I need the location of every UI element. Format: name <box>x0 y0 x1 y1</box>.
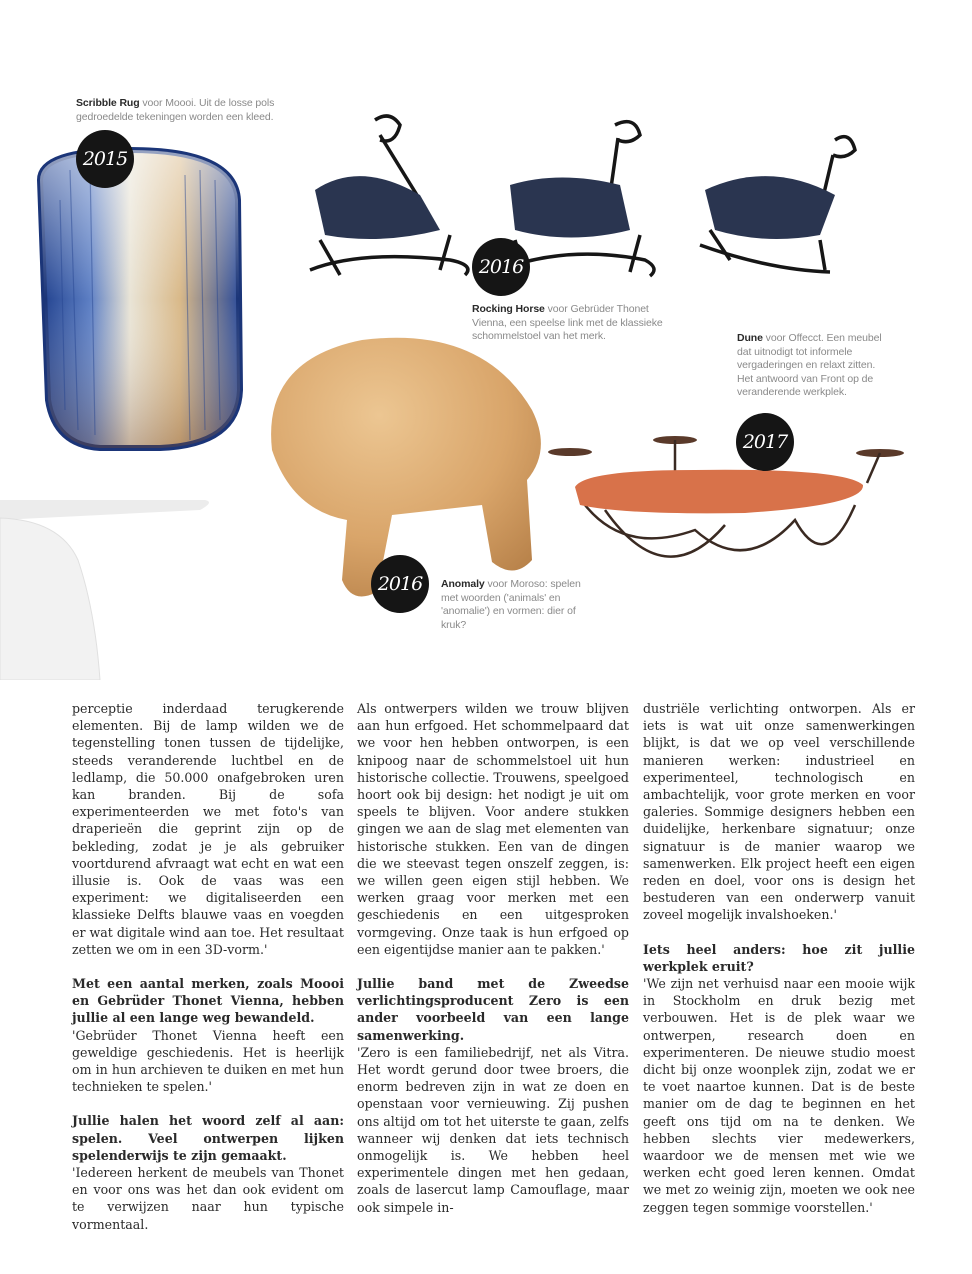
interview-question: Jullie band met de Zweedse verlichtingsproducent Zero is een ander voorbeeld van een lange samenwerking. <box>357 976 629 1043</box>
interview-answer: 'Iedereen herkent de meubels van Thonet en voor ons was het dan ook evident om te verwijzen naar hun typische vormentaal. <box>72 1165 344 1232</box>
year-badge-2015: 2015 <box>76 130 134 188</box>
interview-answer: 'Zero is een familiebedrijf, net als Vitra. Het wordt gerund door twee broers, die enorm bedreven zijn in wat ze doen en openstaan voor vernieuwing. Zij pushen ons altijd om tot het uiterste te gaan, zelfs wanneer wij denken dat iets technisch onmogelijk is. We hebben heel experimentele dingen met hen gedaan, zoals de lasercut lamp Camouflage, maar ook simpele in- <box>357 1044 629 1215</box>
paragraph: perceptie inderdaad terugkerende elementen. Bij de lamp wilden we de tegenstelling tonen tussen de tijdelijke, steeds veranderende luchtbel en de ledlamp, die 50.000 onafgebroken uren kan branden. Bij de sofa experimenteerden we met foto's van draperieën die geprint zijn op de bekleding, zodat je je als gebruiker voortdurend afvraagt wat echt en wat een illusie is. Ook de vaas was een experiment: we digitaliseerden een klassieke Delfts blauwe vaas en voegden er wat digitale wind aan toe. Het resultaat zetten we om in een 3D-vorm.' <box>72 701 344 957</box>
year-badge-2016-anomaly: 2016 <box>371 555 429 613</box>
caption-text: voor Gebrüder Thonet Vienna, een speelse link met de klassieke schommelstoel van het merk. <box>472 303 663 342</box>
rocking-horse-illustration <box>300 100 870 300</box>
paragraph: dustriële verlichting ontworpen. Als er iets is wat uit onze samenwerkingen blijkt, is dat we op veel verschillende manieren werken: industrieel en experimenteel, technologisch en ambachtelijk, voor grote merken en voor galeries. Sommige designers hebben een duidelijke, herkenbare signatuur; onze signatuur is de manier waarop we samenwerken. Elk project heeft een eigen reden en doel, voor ons is design het bestuderen van een onderwerp vanuit zoveel mogelijk invalshoeken.' <box>643 701 915 923</box>
caption-text: voor Moroso: spelen met woorden ('animals' en 'anomalie') en vormen: dier of kruk? <box>441 578 581 631</box>
caption-text: voor Moooi. Uit de losse pols gedroedelde tekeningen worden een kleed. <box>76 97 275 123</box>
caption-text: voor Offecct. Een meubel dat uitnodigt tot informele vergaderingen en relaxt zitten. Het antwoord van Front op de veranderende werkplek. <box>737 332 882 398</box>
scribble-rug-illustration <box>0 140 260 680</box>
text-column-2 <box>357 700 629 1216</box>
caption-dune <box>737 332 889 400</box>
text-column-3 <box>643 700 915 1216</box>
year-badge-2016-rocking: 2016 <box>472 238 530 296</box>
interview-answer: 'We zijn net verhuisd naar een mooie wijk in Stockholm en druk bezig met verbouwen. Het is de plek waar we ontwerpen, research doen en experimenteren. De nieuwe studio moest dicht bij onze woonplek zijn, zodat we er te voet naartoe kunnen. Dat is de beste manier om de dag te beginnen en het geeft ons tijd om na te denken. We hebben slechts vier medewerkers, waardoor we de mensen met wie we werken echt goed leren kennen. Omdat we met zo weinig zijn, moeten we ook nee zeggen tegen sommige voorstellen.' <box>643 976 915 1215</box>
caption-scribble-rug <box>76 97 286 124</box>
interview-question: Met een aantal merken, zoals Moooi en Gebrüder Thonet Vienna, hebben jullie al een lange weg bewandeld. <box>72 976 344 1026</box>
interview-question: Jullie halen het woord zelf al aan: spelen. Veel ontwerpen lijken spelenderwijs te zijn gemaakt. <box>72 1113 344 1163</box>
caption-rocking-horse <box>472 303 664 344</box>
text-column-1 <box>72 700 344 1233</box>
year-badge-2017: 2017 <box>736 413 794 471</box>
caption-title: Anomaly <box>441 578 485 590</box>
caption-title: Rocking Horse <box>472 303 545 315</box>
paragraph: Als ontwerpers wilden we trouw blijven aan hun erfgoed. Het schommelpaard dat we voor hen hebben ontworpen, is een knipoog naar de schommelstoel uit hun historische collectie. Trouwens, speelgoed hoort ook bij design: het nodigt je uit om speels te blijven. Voor andere stukken gingen we aan de slag met elementen van historische stukken. Een van de dingen die we steevast tegen onszelf zeggen, is: we willen geen eigen stijl hebben. We werken graag voor merken met een geschiedenis en een uitgesproken vormgeving. Onze taak is hun erfgoed op een eigentijdse manier aan te pakken.' <box>357 701 629 957</box>
interview-answer: 'Gebrüder Thonet Vienna heeft een geweldige geschiedenis. Het is heerlijk om in hun archieven te duiken en met hun technieken te spelen.' <box>72 1027 344 1095</box>
interview-question: Iets heel anders: hoe zit jullie werkplek eruit? <box>643 941 915 974</box>
caption-anomaly <box>441 578 591 632</box>
dune-illustration <box>545 435 925 605</box>
caption-title: Scribble Rug <box>76 97 140 109</box>
caption-title: Dune <box>737 332 763 344</box>
